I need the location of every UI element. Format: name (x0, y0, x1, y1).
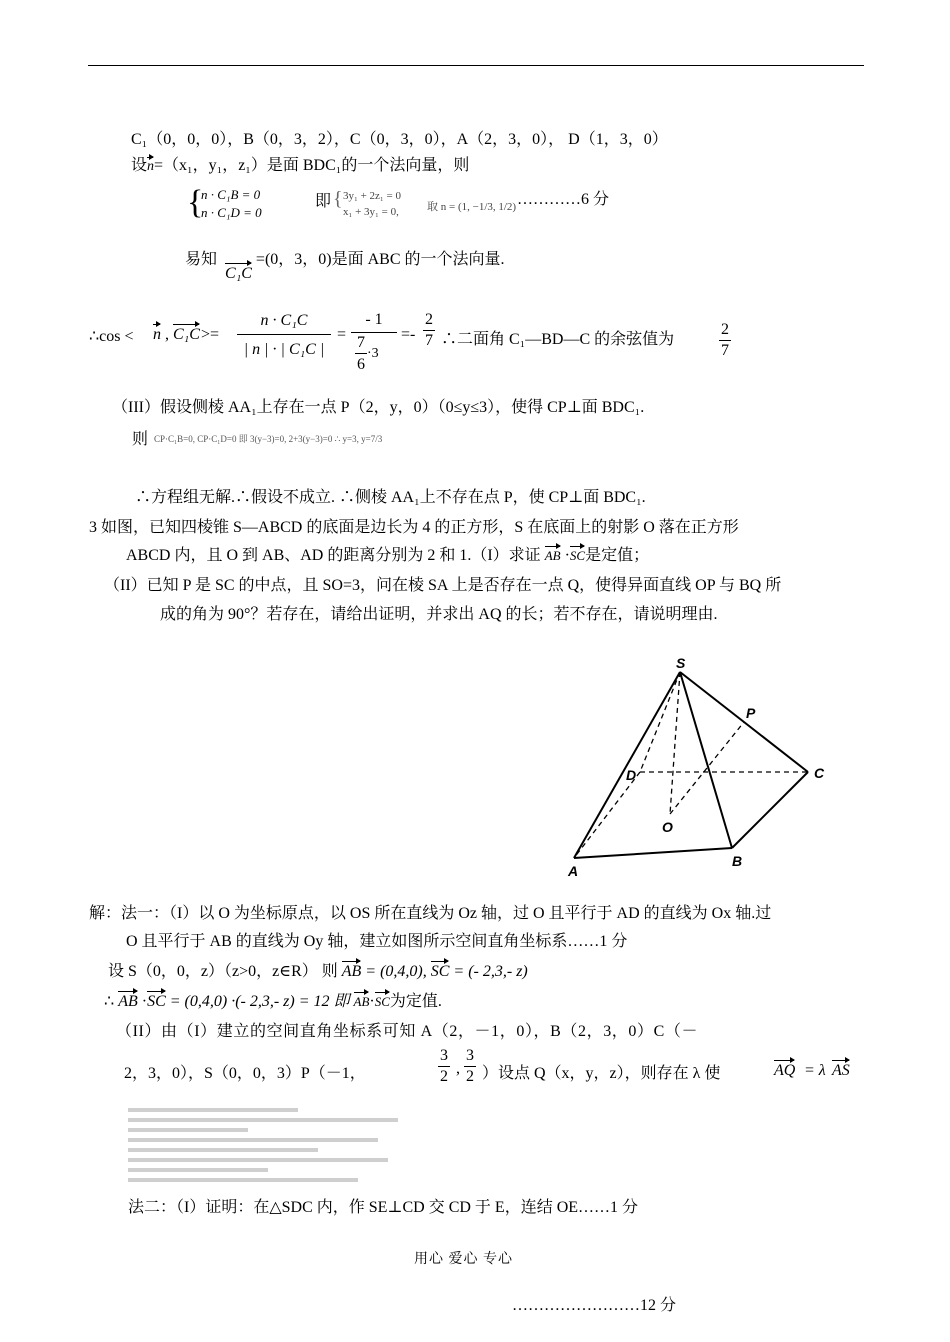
label-p: P (746, 705, 756, 721)
twelve-points: ……………………12 分 (512, 1297, 677, 1314)
q3-line-4: 成的角为 90°？若存在，请给出证明，并求出 AQ 的长；若不存在，请说明理由. (160, 606, 718, 623)
label-d: D (626, 767, 637, 783)
solution-line-3: 设 S（0，0，z）（z>0，z∈R） 则 AB = (0,4,0), SC = (- 2,3,- z) (108, 963, 528, 980)
yizhi-line: 易知 C₁C=(0，3，0)是面 ABC 的一个法向量. (185, 251, 505, 282)
part-three-line: （III）假设侧棱 AA₁上存在一点 P（2，y，0）（0≤y≤3），使得 CP⊥面 BDC₁. (112, 399, 645, 416)
fraction-1: - 1 $\frac{7}{6}$ ·3 (351, 308, 397, 376)
vector-c1c: C₁C (225, 265, 252, 282)
part-three-system: CP·C₁B=0, CP·C₁D=0 即 3(y−3)=0, 2+3(y−3)=0 ∴ y=3, y=7/3 (154, 434, 383, 444)
coordinates-line: C₁（0，0，0），B（0，3，2），C（0，3，0），A（2，3，0）， D（1，3，0） (131, 131, 668, 148)
q3-line-2: ABCD 内，且 O 到 AB、AD 的距离分别为 2 和 1.（I）求证 AB ·SC是定值； (126, 547, 650, 564)
six-points: …………6 分 (517, 191, 610, 208)
fraction-2: $\frac{2}{7}$ (425, 311, 433, 349)
solution-line-4: ∴ AB ·SC = (0,4,0) ·(- 2,3,- z) = 12 即 AB·SC为定值. (104, 993, 442, 1010)
no-solution-line: ∴方程组无解.∴假设不成立. ∴侧棱 AA₁上不存在点 P，使 CP⊥面 BDC₁. (135, 489, 646, 506)
fraction-3: $\frac{2}{7}$ (721, 321, 729, 359)
solution-line-1: 解：法一：（I）以 O 为坐标原点，以 OS 所在直线为 Oz 轴，过 O 且平行于 AD 的直线为 Ox 轴.过 (89, 905, 772, 922)
q3-line-1: 3 如图，已知四棱锥 S—ABCD 的底面是边长为 4 的正方形，S 在底面上的射影 O 落在正方形 (89, 519, 739, 536)
system-row-1: n · C₁B = 0 (201, 187, 261, 202)
label-b: B (732, 853, 743, 869)
normal-vector-intro: 设n=（x₁，y₁，z₁）是面 BDC₁的一个法向量，则 (131, 157, 470, 174)
label-a: A (568, 863, 579, 879)
header-rule (88, 65, 864, 66)
ji-label: 即 (315, 193, 332, 210)
solution-line-5: （II）由（I）建立的空间直角坐标系可知 A（2，－1，0），B（2，3，0）C（－ (116, 1023, 699, 1040)
solution-line-2: O 且平行于 AB 的直线为 Oy 轴，建立如图所示空间直角坐标系……1 分 (126, 933, 628, 950)
cos-fraction: n · C₁C | n | · | C₁C | (237, 306, 331, 365)
label-o: O (662, 819, 673, 835)
system2-row-2: x₁ + 3y₁ = 0, (343, 206, 399, 218)
ze-label: 则 (132, 431, 149, 448)
page-footer: 用心 爱心 专心 (414, 1252, 513, 1267)
label-s: S (676, 655, 686, 671)
system-row-2: n · C₁D = 0 (201, 205, 262, 220)
left-brace: { (187, 184, 204, 221)
label-c: C (814, 765, 825, 781)
left-brace-2: { (333, 188, 343, 210)
method-two-line: 法二：（I）证明：在△SDC 内，作 SE⊥CD 交 CD 于 E，连结 OE……1 分 (128, 1199, 639, 1216)
take-n: 取 n = (1, −1/3, 1/2) (427, 201, 517, 213)
cos-conclusion: ∴二面角 C₁—BD—C 的余弦值为 (441, 331, 675, 348)
q3-line-3: （II）已知 P 是 SC 的中点，且 SO=3，问在棱 SA 上是否存在一点 Q，使得异面直线 OP 与 BQ 所 (104, 577, 782, 594)
pyramid-figure (560, 650, 840, 880)
system2-row-1: 3y₁ + 2z₁ = 0 (343, 190, 401, 202)
